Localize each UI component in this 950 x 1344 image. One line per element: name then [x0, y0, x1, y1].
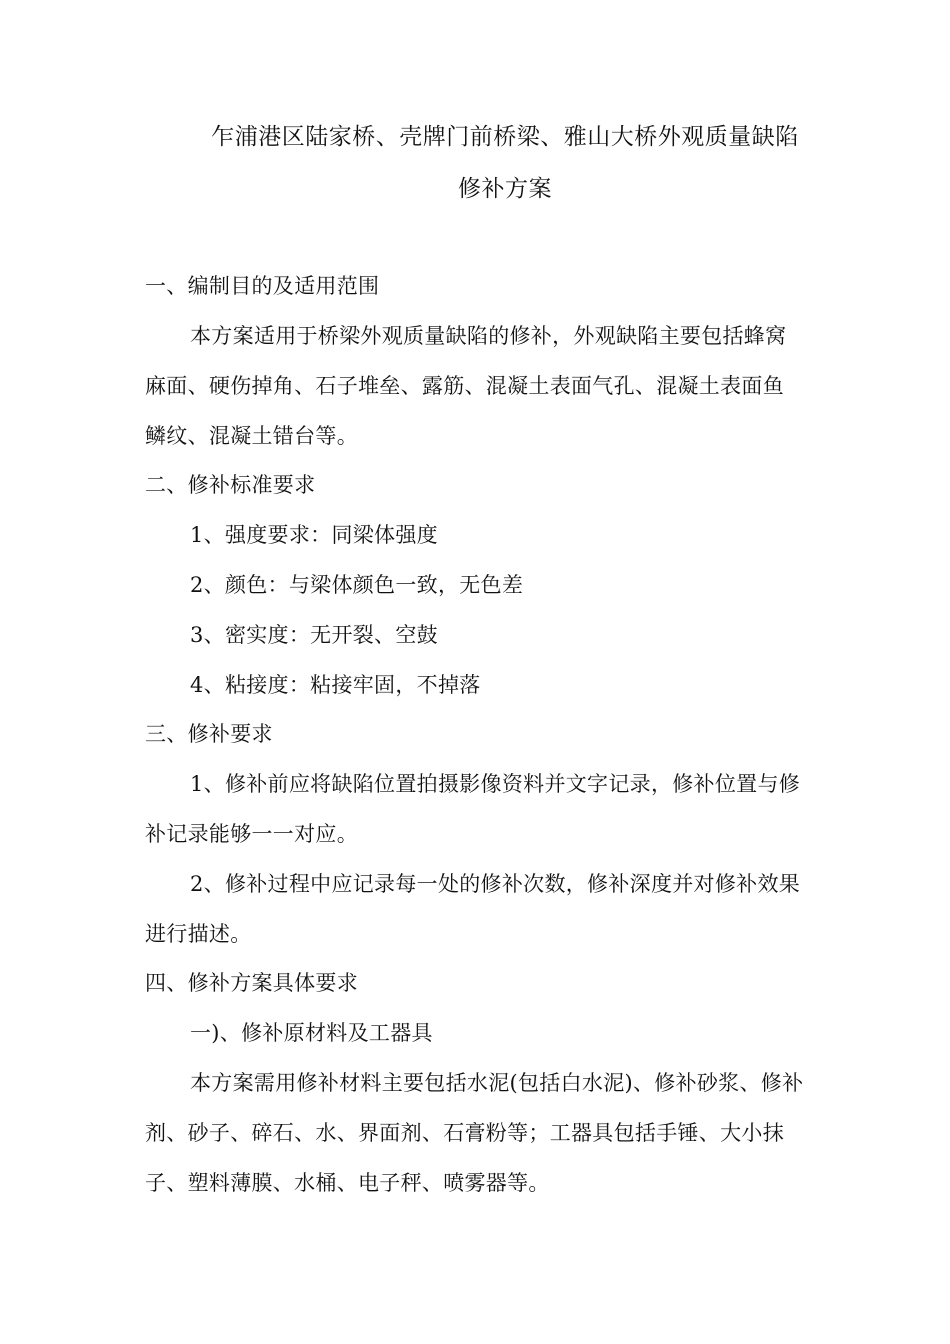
section-2-heading: 二、修补标准要求: [145, 473, 316, 497]
section-4-paragraph-line-3: 子、塑料薄膜、水桶、电子秤、喷雾器等。: [145, 1171, 550, 1195]
section-2-item-4: 4、粘接度：粘接牢固，不掉落: [190, 673, 481, 697]
section-4-paragraph-line-1: 本方案需用修补材料主要包括水泥(包括白水泥)、修补砂浆、修补: [190, 1071, 804, 1095]
section-4-subheading-1: 一)、修补原材料及工器具: [190, 1021, 433, 1045]
section-1-paragraph-line-3: 鳞纹、混凝土错台等。: [145, 424, 358, 448]
section-3-item-2-line-1: 2、修补过程中应记录每一处的修补次数，修补深度并对修补效果: [190, 872, 801, 896]
section-3-item-2-line-2: 进行描述。: [145, 922, 252, 946]
section-3-item-1-line-1: 1、修补前应将缺陷位置拍摄影像资料并文字记录，修补位置与修: [190, 772, 801, 796]
section-4-heading: 四、修补方案具体要求: [145, 971, 358, 995]
section-2-item-2: 2、颜色：与梁体颜色一致，无色差: [190, 573, 524, 597]
section-3-item-1-line-2: 补记录能够一一对应。: [145, 822, 358, 846]
section-2-item-3: 3、密实度：无开裂、空鼓: [190, 623, 438, 647]
section-4-paragraph-line-2: 剂、砂子、碎石、水、界面剂、石膏粉等；工器具包括手锤、大小抹: [145, 1121, 784, 1145]
section-1-paragraph-line-2: 麻面、硬伤掉角、石子堆垒、露筋、混凝土表面气孔、混凝土表面鱼: [145, 374, 784, 398]
section-1-heading: 一、编制目的及适用范围: [145, 274, 380, 298]
section-3-heading: 三、修补要求: [145, 722, 273, 746]
section-2-item-1: 1、强度要求：同梁体强度: [190, 523, 438, 547]
section-1-paragraph-line-1: 本方案适用于桥梁外观质量缺陷的修补，外观缺陷主要包括蜂窝: [190, 324, 787, 348]
document-title-line-2: 修补方案: [458, 176, 552, 202]
document-title-line-1: 乍浦港区陆家桥、壳牌门前桥梁、雅山大桥外观质量缺陷: [211, 124, 799, 150]
